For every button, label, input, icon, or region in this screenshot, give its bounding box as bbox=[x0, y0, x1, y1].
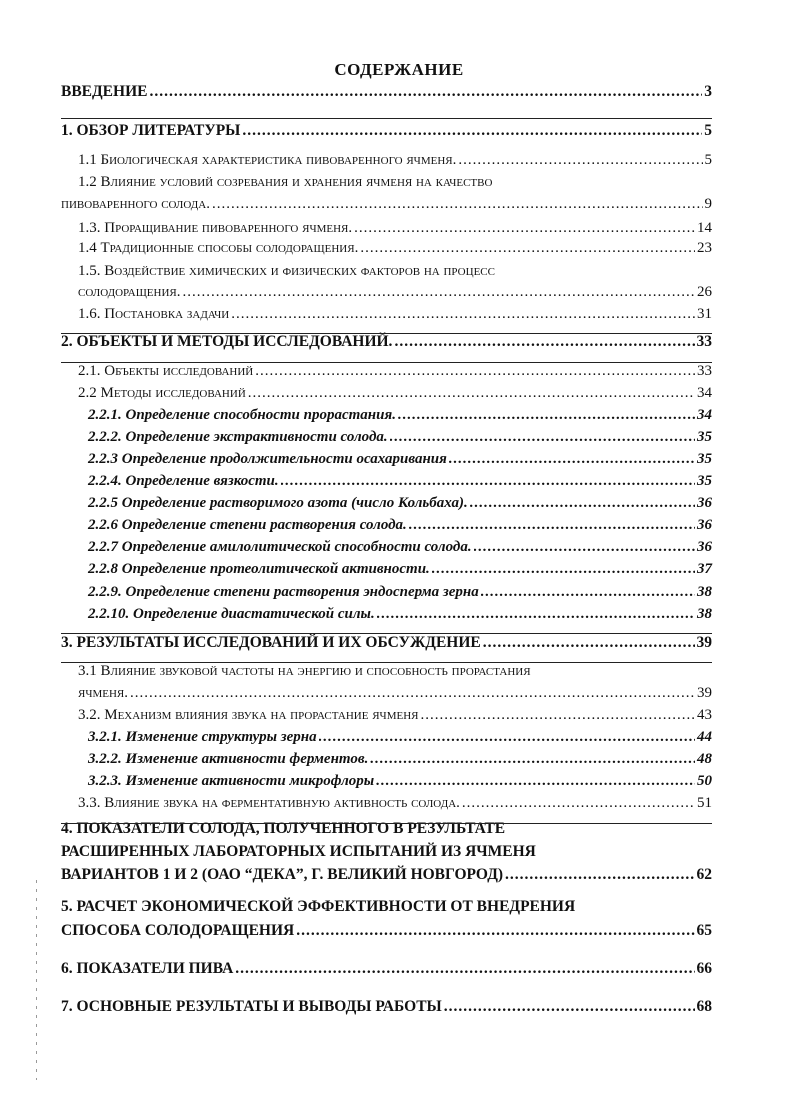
toc-page-number: 39 bbox=[696, 634, 712, 651]
toc-entry-text: ВАРИАНТОВ 1 И 2 (ОАО “ДЕКА”, Г. ВЕЛИКИЙ НОВГОРОД) bbox=[61, 866, 504, 883]
leader-dots bbox=[354, 219, 695, 237]
toc-entry-text: 3.2. Механизм влияния звука на прорастание ячменя bbox=[78, 707, 419, 723]
toc-page-number: 48 bbox=[697, 751, 712, 767]
leader-dots bbox=[481, 583, 695, 601]
toc-page-number: 34 bbox=[697, 385, 712, 401]
toc-entry-text: 2.2.3 Определение продолжительности осахаривания bbox=[88, 451, 447, 467]
leader-dots bbox=[376, 772, 695, 790]
toc-entry-text: 3.3. Влияние звука на ферментативную активность солода. bbox=[78, 795, 460, 811]
toc-page-number: 39 bbox=[697, 685, 712, 701]
leader-dots bbox=[319, 728, 695, 746]
toc-entry-text: солодоращения. bbox=[78, 284, 181, 300]
section-rule bbox=[61, 362, 712, 363]
toc-page-number: 23 bbox=[697, 240, 712, 256]
toc-page-number: 31 bbox=[697, 306, 712, 322]
toc-entry-text: 2. ОБЪЕКТЫ И МЕТОДЫ ИССЛЕДОВАНИЙ. bbox=[61, 333, 393, 350]
toc-entry-text: 4. ПОКАЗАТЕЛИ СОЛОДА, ПОЛУЧЕННОГО В РЕЗУЛЬТАТЕ bbox=[61, 820, 506, 837]
toc-entry-text: 6. ПОКАЗАТЕЛИ ПИВА bbox=[61, 960, 234, 977]
toc-page-number: 43 bbox=[697, 707, 712, 723]
leader-dots bbox=[212, 195, 703, 213]
leader-dots bbox=[474, 538, 695, 556]
toc-entry-text: ВВЕДЕНИЕ bbox=[61, 83, 148, 100]
toc-entry-text: 2.2.2. Определение экстрактивности солода. bbox=[88, 429, 388, 445]
toc-entry-text: СПОСОБА СОЛОДОРАЩЕНИЯ bbox=[61, 922, 295, 939]
section-rule bbox=[61, 333, 712, 334]
toc-entry-text: 5. РАСЧЕТ ЭКОНОМИЧЕСКОЙ ЭФФЕКТИВНОСТИ ОТ ВНЕДРЕНИЯ bbox=[61, 898, 576, 915]
toc-page-number: 35 bbox=[697, 429, 712, 445]
toc-entry-text: 1.1 Биологическая характеристика пивоваренного ячменя. bbox=[78, 152, 457, 168]
toc-entry-text: 1.2 Влияние условий созревания и хранения ячменя на качество bbox=[78, 174, 493, 190]
leader-dots bbox=[444, 998, 695, 1016]
toc-page-number: 37 bbox=[697, 561, 712, 577]
toc-entry-text: 2.2.4. Определение вязкости. bbox=[88, 473, 279, 489]
toc-entry-text: 7. ОСНОВНЫЕ РЕЗУЛЬТАТЫ И ВЫВОДЫ РАБОТЫ bbox=[61, 998, 442, 1015]
toc-page-number: 26 bbox=[697, 284, 712, 300]
toc-entry-text: 3. РЕЗУЛЬТАТЫ ИССЛЕДОВАНИЙ И ИХ ОБСУЖДЕНИЕ bbox=[61, 634, 481, 651]
toc-page-number: 50 bbox=[697, 773, 712, 789]
toc-entry-text: 2.2.8 Определение протеолитической активности. bbox=[88, 561, 430, 577]
toc-page-number: 35 bbox=[697, 473, 712, 489]
leader-dots bbox=[248, 384, 695, 402]
toc-entry-text: 2.2 Методы исследований bbox=[78, 385, 246, 401]
toc-page-number: 5 bbox=[704, 152, 712, 168]
leader-dots bbox=[432, 560, 695, 578]
section-rule bbox=[61, 823, 712, 824]
toc-page-number: 66 bbox=[696, 960, 712, 977]
toc-entry-text: 1.3. Проращивание пивоваренного ячменя. bbox=[78, 220, 353, 236]
leader-dots bbox=[470, 494, 695, 512]
toc-entry-text: 2.1. Объекты исследований bbox=[78, 363, 254, 379]
toc-entry-text: 2.2.5 Определение растворимого азота (число Кольбаха). bbox=[88, 495, 468, 511]
toc-entry-text: 3.1 Влияние звуковой частоты на энергию и способность прорастания bbox=[78, 663, 531, 679]
toc-entry-text: 1.4 Традиционные способы солодоращения. bbox=[78, 240, 359, 256]
leader-dots bbox=[360, 239, 695, 257]
leader-dots bbox=[281, 472, 695, 490]
leader-dots bbox=[231, 305, 695, 323]
toc-entry-text: 3.2.2. Изменение активности ферментов. bbox=[88, 751, 369, 767]
toc-page-number: 33 bbox=[697, 363, 712, 379]
leader-dots bbox=[182, 283, 695, 301]
toc-page-number: 35 bbox=[697, 451, 712, 467]
toc-entry-text: 2.2.1. Определение способности прорастания. bbox=[88, 407, 396, 423]
toc-page-number: 51 bbox=[697, 795, 712, 811]
toc-page-number: 5 bbox=[704, 122, 712, 139]
leader-dots bbox=[462, 794, 695, 812]
toc-entry-text: 3.2.1. Изменение структуры зерна bbox=[88, 729, 317, 745]
scan-margin-mark bbox=[36, 880, 37, 1080]
leader-dots bbox=[449, 450, 695, 468]
leader-dots bbox=[421, 706, 696, 724]
page-title: СОДЕРЖАНИЕ bbox=[334, 60, 464, 79]
toc-page-number: 14 bbox=[697, 220, 712, 236]
leader-dots bbox=[235, 960, 694, 978]
toc-entry-text: РАСШИРЕННЫХ ЛАБОРАТОРНЫХ ИСПЫТАНИЙ ИЗ ЯЧМЕНЯ bbox=[61, 843, 536, 860]
leader-dots bbox=[458, 151, 702, 169]
leader-dots bbox=[409, 516, 695, 534]
leader-dots bbox=[398, 406, 695, 424]
leader-dots bbox=[370, 750, 695, 768]
toc-page-number: 36 bbox=[697, 539, 712, 555]
leader-dots bbox=[390, 428, 695, 446]
toc-entry-text: 1.6. Постановка задачи bbox=[78, 306, 230, 322]
leader-dots bbox=[483, 634, 695, 652]
leader-dots bbox=[242, 122, 702, 140]
toc-page-number: 33 bbox=[696, 333, 712, 350]
toc-entry-text: 2.2.6 Определение степени растворения солода. bbox=[88, 517, 407, 533]
toc-page-number: 62 bbox=[696, 866, 712, 883]
toc-entry-text: пивоваренного солода. bbox=[61, 196, 210, 212]
toc-entry-text: 2.2.7 Определение амилолитической способности солода. bbox=[88, 539, 472, 555]
toc-page-number: 3 bbox=[704, 83, 712, 100]
leader-dots bbox=[255, 362, 695, 380]
toc-entry-text: 1. ОБЗОР ЛИТЕРАТУРЫ bbox=[61, 122, 241, 139]
toc-page-number: 68 bbox=[696, 998, 712, 1015]
toc-entry-text: 2.2.9. Определение степени растворения эндосперма зерна bbox=[88, 584, 479, 600]
toc-page-number: 65 bbox=[696, 922, 712, 939]
toc-entry-text: 3.2.3. Изменение активности микрофлоры bbox=[88, 773, 375, 789]
toc-entry-text: 1.5. Воздействие химических и физических факторов на процесс bbox=[78, 263, 495, 279]
section-rule bbox=[61, 118, 712, 119]
toc-page-number: 36 bbox=[697, 517, 712, 533]
toc-page-number: 9 bbox=[704, 196, 712, 212]
toc-page-number: 38 bbox=[697, 584, 712, 600]
section-rule bbox=[61, 633, 712, 634]
toc-page-number: 38 bbox=[697, 606, 712, 622]
leader-dots bbox=[149, 83, 702, 101]
toc-entry-text: 2.2.10. Определение диастатической силы. bbox=[88, 606, 375, 622]
leader-dots bbox=[296, 922, 694, 940]
toc-page-number: 44 bbox=[697, 729, 712, 745]
toc-page-number: 34 bbox=[697, 407, 712, 423]
toc-page-number: 36 bbox=[697, 495, 712, 511]
section-rule bbox=[61, 662, 712, 663]
leader-dots bbox=[505, 866, 694, 884]
leader-dots bbox=[377, 605, 695, 623]
toc-entry-text: ячменя. bbox=[78, 685, 129, 701]
leader-dots bbox=[130, 684, 695, 702]
leader-dots bbox=[394, 333, 694, 351]
